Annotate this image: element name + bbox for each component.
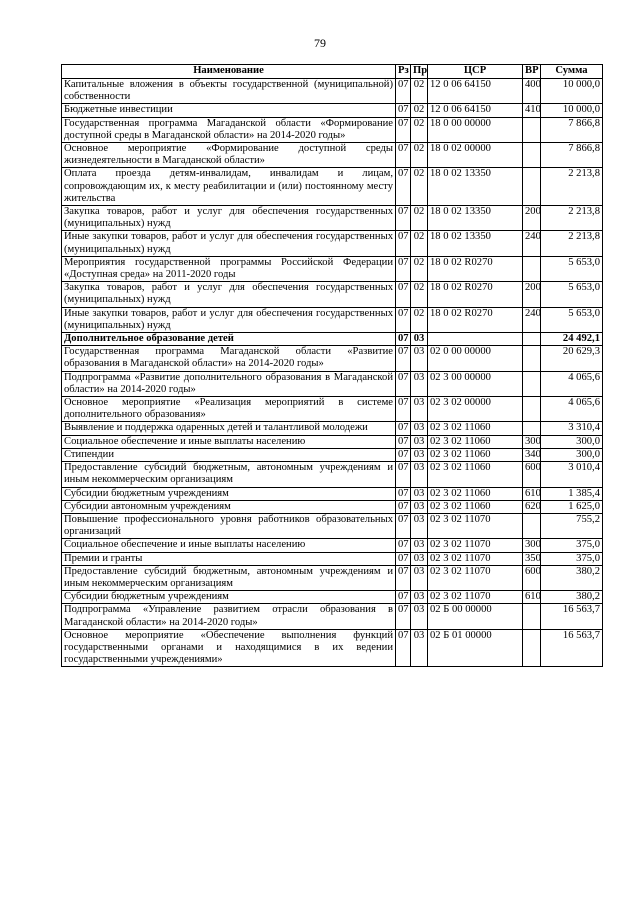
row-name: Иные закупки товаров, работ и услуг для обеспечения государственных (муниципальных) нужд: [62, 307, 396, 332]
table-row: [62, 104, 603, 117]
row-name: Бюджетные инвестиции: [62, 104, 396, 117]
table-row: [62, 629, 603, 667]
row-rz: 07: [396, 333, 411, 346]
row-name: Подпрограмма «Развитие дополнительного образования в Магаданской области» на 2014-2020 годы»: [62, 371, 396, 396]
row-csr: 02 3 02 11070: [428, 513, 523, 538]
row-csr: 02 3 02 11070: [428, 565, 523, 590]
row-name: Выявление и поддержка одаренных детей и талантливой молодежи: [62, 422, 396, 435]
row-vr: [523, 346, 541, 371]
row-rz: 07: [396, 307, 411, 332]
row-vr: 610: [523, 591, 541, 604]
row-name: Оплата проезда детям-инвалидам, инвалидам и лицам, сопровождающим их, к месту реабилитации и (или) постоянному месту жительства: [62, 168, 396, 206]
row-pr: 03: [411, 397, 428, 422]
row-csr: 02 3 02 00000: [428, 397, 523, 422]
row-pr: 03: [411, 346, 428, 371]
row-vr: 200: [523, 206, 541, 231]
row-pr: 03: [411, 513, 428, 538]
row-sum: 5 653,0: [541, 307, 603, 332]
row-pr: 03: [411, 422, 428, 435]
row-rz: 07: [396, 462, 411, 487]
row-sum: 5 653,0: [541, 282, 603, 307]
row-rz: 07: [396, 591, 411, 604]
row-sum: 380,2: [541, 591, 603, 604]
row-csr: 18 0 02 13350: [428, 168, 523, 206]
table-row: [62, 256, 603, 281]
row-pr: 02: [411, 104, 428, 117]
row-rz: 07: [396, 168, 411, 206]
table-row: [62, 462, 603, 487]
table-row: [62, 539, 603, 552]
row-sum: 300,0: [541, 448, 603, 461]
row-pr: 03: [411, 565, 428, 590]
table-header-row: [62, 65, 603, 79]
row-vr: 600: [523, 565, 541, 590]
row-sum: 300,0: [541, 435, 603, 448]
row-csr: 18 0 02 00000: [428, 143, 523, 168]
row-sum: 375,0: [541, 552, 603, 565]
row-rz: 07: [396, 500, 411, 513]
row-csr: 18 0 02 R0270: [428, 282, 523, 307]
row-sum: 1 625,0: [541, 500, 603, 513]
row-pr: 02: [411, 307, 428, 332]
row-rz: 07: [396, 282, 411, 307]
row-vr: 350: [523, 552, 541, 565]
table-row: [62, 513, 603, 538]
row-pr: 02: [411, 231, 428, 256]
table-row: [62, 487, 603, 500]
row-name: Субсидии бюджетным учреждениям: [62, 487, 396, 500]
header-csr: ЦСР: [428, 65, 523, 79]
row-sum: 755,2: [541, 513, 603, 538]
row-vr: 200: [523, 282, 541, 307]
row-csr: 02 Б 01 00000: [428, 629, 523, 667]
row-name: Иные закупки товаров, работ и услуг для обеспечения государственных (муниципальных) нужд: [62, 231, 396, 256]
row-rz: 07: [396, 206, 411, 231]
row-csr: 02 3 02 11060: [428, 462, 523, 487]
row-rz: 07: [396, 552, 411, 565]
row-name: Закупка товаров, работ и услуг для обеспечения государственных (муниципальных) нужд: [62, 282, 396, 307]
row-sum: 20 629,3: [541, 346, 603, 371]
row-name: Дополнительное образование детей: [62, 333, 396, 346]
row-vr: [523, 629, 541, 667]
table-row: [62, 168, 603, 206]
row-sum: 7 866,8: [541, 117, 603, 142]
row-sum: 10 000,0: [541, 104, 603, 117]
row-rz: 07: [396, 346, 411, 371]
row-name: Государственная программа Магаданской области «Формирование доступной среды в Магаданской области» на 2014-2020 годы»: [62, 117, 396, 142]
row-sum: 4 065,6: [541, 371, 603, 396]
row-pr: 02: [411, 168, 428, 206]
row-vr: [523, 422, 541, 435]
row-csr: 02 3 02 11060: [428, 500, 523, 513]
row-pr: 02: [411, 117, 428, 142]
table-row: [62, 346, 603, 371]
row-pr: 03: [411, 435, 428, 448]
row-csr: 18 0 02 R0270: [428, 307, 523, 332]
row-rz: 07: [396, 104, 411, 117]
row-pr: 03: [411, 591, 428, 604]
row-csr: 02 3 00 00000: [428, 371, 523, 396]
row-rz: 07: [396, 539, 411, 552]
row-name: Подпрограмма «Управление развитием отрасли образования в Магаданской области» на 2014-2020 годы»: [62, 604, 396, 629]
row-sum: 2 213,8: [541, 231, 603, 256]
row-vr: 240: [523, 307, 541, 332]
row-csr: 12 0 06 64150: [428, 104, 523, 117]
table-row: [62, 231, 603, 256]
row-name: Повышение профессионального уровня работников образовательных организаций: [62, 513, 396, 538]
row-name: Социальное обеспечение и иные выплаты населению: [62, 539, 396, 552]
row-csr: 02 0 00 00000: [428, 346, 523, 371]
row-pr: 02: [411, 206, 428, 231]
row-rz: 07: [396, 371, 411, 396]
row-name: Предоставление субсидий бюджетным, автономным учреждениям и иным некоммерческим организациям: [62, 462, 396, 487]
budget-table: [61, 64, 603, 667]
row-csr: 18 0 00 00000: [428, 117, 523, 142]
row-pr: 03: [411, 629, 428, 667]
row-csr: 02 Б 00 00000: [428, 604, 523, 629]
row-csr: 12 0 06 64150: [428, 79, 523, 104]
row-vr: 410: [523, 104, 541, 117]
row-csr: 18 0 02 R0270: [428, 256, 523, 281]
row-name: Мероприятия государственной программы Российской Федерации «Доступная среда» на 2011-2020 годы: [62, 256, 396, 281]
row-sum: 2 213,8: [541, 206, 603, 231]
row-sum: 380,2: [541, 565, 603, 590]
header-pr: Пр: [411, 65, 428, 79]
table-row: [62, 500, 603, 513]
row-vr: [523, 117, 541, 142]
row-rz: 07: [396, 565, 411, 590]
table-row: [62, 371, 603, 396]
row-rz: 07: [396, 422, 411, 435]
table-row: [62, 422, 603, 435]
row-vr: 300: [523, 539, 541, 552]
row-vr: [523, 371, 541, 396]
table-row: [62, 591, 603, 604]
row-pr: 03: [411, 500, 428, 513]
row-rz: 07: [396, 435, 411, 448]
row-name: Субсидии автономным учреждениям: [62, 500, 396, 513]
row-rz: 07: [396, 487, 411, 500]
row-name: Основное мероприятие «Обеспечение выполнения функций государственными органами и находящимися в их ведении государственными учреждениями»: [62, 629, 396, 667]
row-name: Закупка товаров, работ и услуг для обеспечения государственных (муниципальных) нужд: [62, 206, 396, 231]
row-csr: 02 3 02 11070: [428, 591, 523, 604]
row-sum: 7 866,8: [541, 143, 603, 168]
row-sum: 24 492,1: [541, 333, 603, 346]
row-sum: 5 653,0: [541, 256, 603, 281]
row-vr: 340: [523, 448, 541, 461]
row-rz: 07: [396, 604, 411, 629]
row-sum: 4 065,6: [541, 397, 603, 422]
table-row: [62, 143, 603, 168]
row-name: Основное мероприятие «Реализация мероприятий в системе дополнительного образования»: [62, 397, 396, 422]
row-csr: 02 3 02 11060: [428, 487, 523, 500]
row-name: Основное мероприятие «Формирование доступной среды жизнедеятельности в Магаданской области»: [62, 143, 396, 168]
row-csr: 02 3 02 11060: [428, 422, 523, 435]
header-name: Наименование: [62, 65, 396, 79]
row-pr: 02: [411, 256, 428, 281]
row-pr: 02: [411, 79, 428, 104]
table-row: [62, 206, 603, 231]
row-vr: [523, 333, 541, 346]
table-row: [62, 307, 603, 332]
row-pr: 02: [411, 282, 428, 307]
row-vr: [523, 143, 541, 168]
table-row: [62, 565, 603, 590]
row-sum: 16 563,7: [541, 604, 603, 629]
row-rz: 07: [396, 397, 411, 422]
row-csr: [428, 333, 523, 346]
table-body: [62, 79, 603, 667]
row-sum: 3 010,4: [541, 462, 603, 487]
row-rz: 07: [396, 629, 411, 667]
row-pr: 03: [411, 462, 428, 487]
row-rz: 07: [396, 256, 411, 281]
row-rz: 07: [396, 448, 411, 461]
row-csr: 18 0 02 13350: [428, 206, 523, 231]
header-vr: ВР: [523, 65, 541, 79]
table-row: [62, 552, 603, 565]
table-row: [62, 604, 603, 629]
row-name: Стипендии: [62, 448, 396, 461]
row-csr: 02 3 02 11070: [428, 552, 523, 565]
row-csr: 18 0 02 13350: [428, 231, 523, 256]
table-row: [62, 117, 603, 142]
row-csr: 02 3 02 11060: [428, 448, 523, 461]
row-pr: 03: [411, 487, 428, 500]
row-sum: 16 563,7: [541, 629, 603, 667]
row-pr: 03: [411, 371, 428, 396]
row-vr: [523, 513, 541, 538]
table-row: [62, 448, 603, 461]
row-pr: 03: [411, 539, 428, 552]
row-name: Государственная программа Магаданской области «Развитие образования в Магаданской области» на 2014-2020 годы»: [62, 346, 396, 371]
row-rz: 07: [396, 231, 411, 256]
row-sum: 3 310,4: [541, 422, 603, 435]
table-row: [62, 282, 603, 307]
row-sum: 1 385,4: [541, 487, 603, 500]
page-number: 79: [314, 36, 326, 50]
row-rz: 07: [396, 143, 411, 168]
row-name: Капитальные вложения в объекты государственной (муниципальной) собственности: [62, 79, 396, 104]
row-csr: 02 3 02 11060: [428, 435, 523, 448]
table-row: [62, 333, 603, 346]
row-sum: 2 213,8: [541, 168, 603, 206]
row-vr: 240: [523, 231, 541, 256]
row-csr: 02 3 02 11070: [428, 539, 523, 552]
row-sum: 10 000,0: [541, 79, 603, 104]
row-name: Премии и гранты: [62, 552, 396, 565]
row-vr: 610: [523, 487, 541, 500]
row-vr: [523, 397, 541, 422]
row-name: Субсидии бюджетным учреждениям: [62, 591, 396, 604]
row-vr: [523, 604, 541, 629]
row-rz: 07: [396, 513, 411, 538]
row-vr: 400: [523, 79, 541, 104]
row-pr: 03: [411, 333, 428, 346]
row-vr: 300: [523, 435, 541, 448]
row-pr: 03: [411, 552, 428, 565]
header-sum: Сумма: [541, 65, 603, 79]
row-pr: 03: [411, 448, 428, 461]
row-sum: 375,0: [541, 539, 603, 552]
row-vr: 620: [523, 500, 541, 513]
row-name: Социальное обеспечение и иные выплаты населению: [62, 435, 396, 448]
row-vr: 600: [523, 462, 541, 487]
table-row: [62, 397, 603, 422]
row-name: Предоставление субсидий бюджетным, автономным учреждениям и иным некоммерческим организациям: [62, 565, 396, 590]
row-vr: [523, 256, 541, 281]
table-row: [62, 435, 603, 448]
table-row: [62, 79, 603, 104]
row-rz: 07: [396, 117, 411, 142]
row-pr: 02: [411, 143, 428, 168]
row-vr: [523, 168, 541, 206]
row-rz: 07: [396, 79, 411, 104]
header-rz: Рз: [396, 65, 411, 79]
row-pr: 03: [411, 604, 428, 629]
